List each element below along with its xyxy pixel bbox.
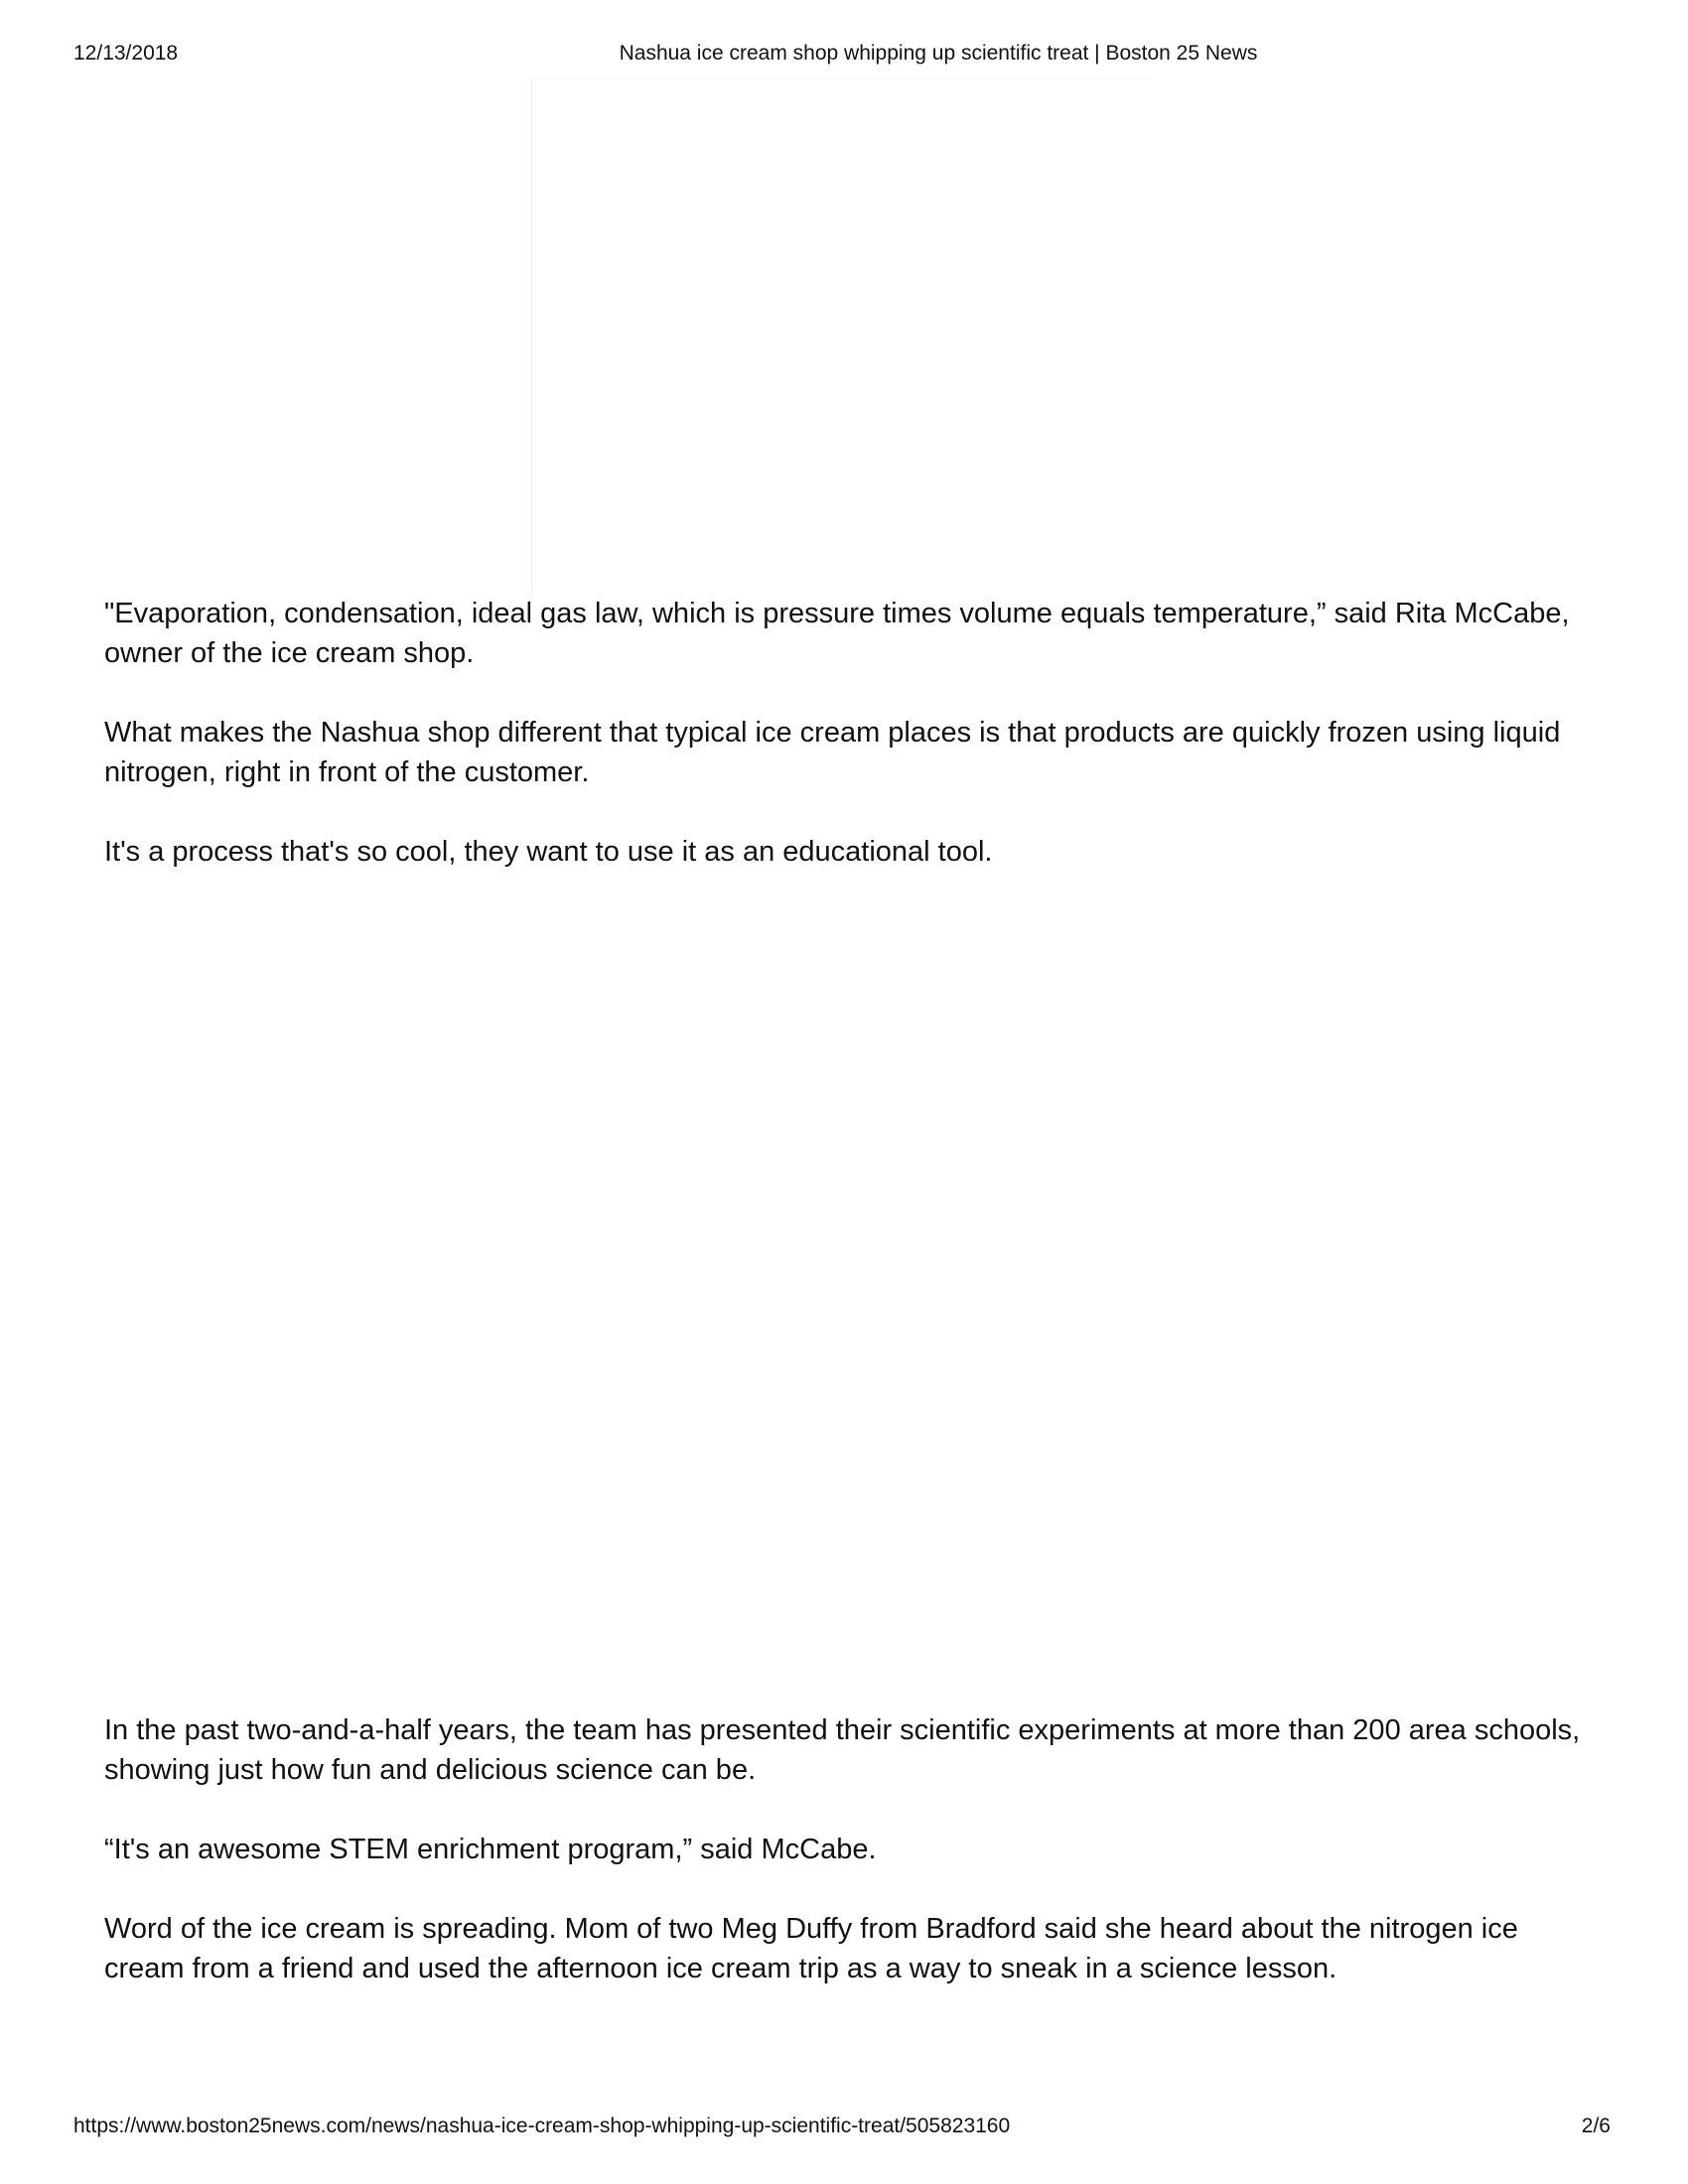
page-url: https://www.boston25news.com/news/nashua-ice-cream-shop-whipping-up-scientific-treat/505823160 xyxy=(73,2115,1011,2137)
page-title: Nashua ice cream shop whipping up scientific treat | Boston 25 News xyxy=(619,42,1258,65)
print-date: 12/13/2018 xyxy=(73,42,179,65)
article-paragraph-2: What makes the Nashua shop different that typical ice cream places is that products are quickly frozen using liquid nitrogen, right in front of the customer. xyxy=(104,717,1561,788)
article-paragraph-3: It's a process that's so cool, they want to use it as an educational tool. xyxy=(104,836,993,868)
article-paragraph-6: Word of the ice cream is spreading. Mom of two Meg Duffy from Bradford said she heard about the nitrogen ice cream from a friend and used the afternoon ice cream trip as a way to sneak in a science lesson. xyxy=(104,1913,1518,1984)
article-paragraph-5: “It's an awesome STEM enrichment program,” said McCabe. xyxy=(104,1834,877,1865)
article-paragraph-4: In the past two-and-a-half years, the team has presented their scientific experiments at more than 200 area schools, showing just how fun and delicious science can be. xyxy=(104,1714,1581,1786)
page-number: 2/6 xyxy=(1581,2115,1611,2137)
embedded-media-placeholder xyxy=(531,78,1152,595)
article-paragraph-1: "Evaporation, condensation, ideal gas law, which is pressure times volume equals temperature,” said Rita McCabe, owner of the ice cream shop. xyxy=(104,598,1570,669)
